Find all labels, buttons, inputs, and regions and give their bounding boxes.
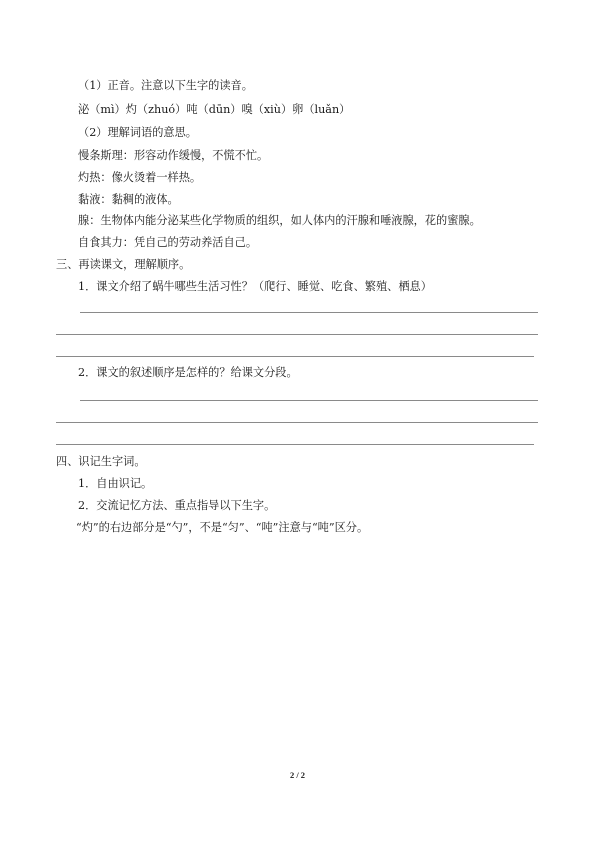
list-item: 1．自由识记。 xyxy=(78,477,153,490)
subsection-pronunciation: （1）正音。注意以下生字的读音。 xyxy=(78,79,253,92)
answer-line xyxy=(80,400,538,401)
word-definition: 腺：生物体内能分泌某些化学物质的组织，如人体内的汗腺和唾液腺，花的蜜腺。 xyxy=(78,214,481,227)
section-heading-4: 四、识记生字词。 xyxy=(56,455,146,468)
question-1: 1．课文介绍了蜗牛哪些生活习性？（爬行、睡觉、吃食、繁殖、栖息） xyxy=(78,280,432,293)
answer-line xyxy=(56,356,534,357)
answer-line xyxy=(56,444,534,445)
section-heading-3: 三、再读课文，理解顺序。 xyxy=(56,258,191,271)
word-definition: 自食其力：凭自己的劳动养活自己。 xyxy=(78,236,258,249)
character-note: “灼”的右边部分是“勺”，不是“匀”、“吨”注意与“吨”区分。 xyxy=(76,521,369,534)
word-definition: 灼热：像火烫着一样热。 xyxy=(78,171,202,184)
answer-line xyxy=(56,422,538,423)
word-definition: 黏液：黏稠的液体。 xyxy=(78,193,179,206)
page-number: 2 / 2 xyxy=(289,770,306,780)
answer-line xyxy=(80,312,538,313)
question-2: 2．课文的叙述顺序是怎样的？给课文分段。 xyxy=(78,366,298,379)
list-item: 2．交流记忆方法、重点指导以下生字。 xyxy=(78,499,276,512)
subsection-vocabulary: （2）理解词语的意思。 xyxy=(78,126,197,139)
answer-line xyxy=(56,334,538,335)
pinyin-line: 泌（mì）灼（zhuó）吨（dūn）嗅（xiù）卵（luǎn） xyxy=(78,103,351,116)
word-definition: 慢条斯理：形容动作缓慢，不慌不忙。 xyxy=(78,149,269,162)
